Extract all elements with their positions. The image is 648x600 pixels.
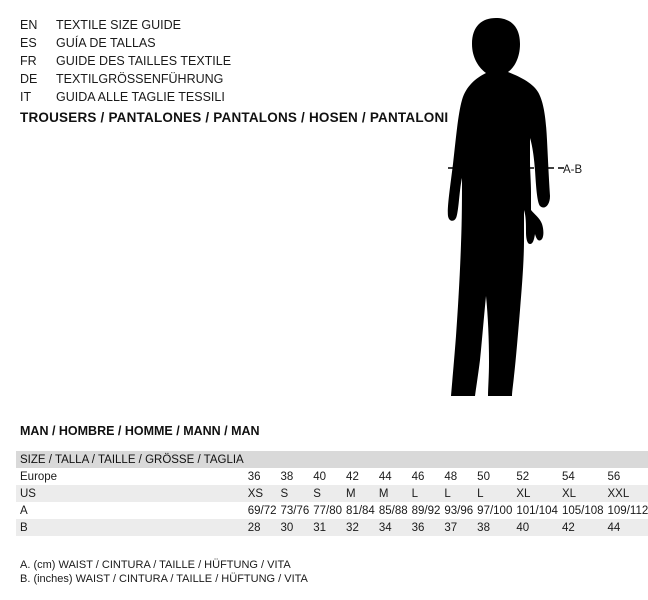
cell	[342, 451, 375, 468]
cell	[408, 451, 441, 468]
cell: XL	[558, 485, 604, 502]
language-list	[20, 16, 380, 106]
cell: 69/72	[244, 502, 277, 519]
row-label: SIZE / TALLA / TAILLE / GRÖSSE / TAGLIA	[16, 451, 244, 468]
language-code: IT	[20, 90, 32, 104]
cell: 42	[342, 468, 375, 485]
cell: 31	[309, 519, 342, 536]
cell: M	[342, 485, 375, 502]
cell: 36	[244, 468, 277, 485]
cell	[276, 451, 309, 468]
cell: 81/84	[342, 502, 375, 519]
table-title: MAN / HOMBRE / HOMME / MANN / MAN	[20, 424, 260, 438]
cell: 73/76	[276, 502, 309, 519]
cell: 38	[473, 519, 512, 536]
footnote-b: B. (inches) WAIST / CINTURA / TAILLE / HÜFTUNG / VITA	[20, 573, 308, 585]
language-row	[20, 34, 380, 52]
cell	[604, 451, 648, 468]
cell: 109/112	[604, 502, 648, 519]
cell: 30	[276, 519, 309, 536]
cell: 42	[558, 519, 604, 536]
cell: S	[276, 485, 309, 502]
table-row	[16, 468, 648, 485]
table-row	[16, 485, 648, 502]
cell: 46	[408, 468, 441, 485]
cell: 44	[375, 468, 408, 485]
language-text: TEXTILGRÖSSENFÜHRUNG	[56, 72, 224, 86]
cell: 50	[473, 468, 512, 485]
language-row	[20, 52, 380, 70]
cell: 37	[440, 519, 473, 536]
cell: L	[473, 485, 512, 502]
language-row	[20, 70, 380, 88]
cell: XS	[244, 485, 277, 502]
language-text: GUIDE DES TAILLES TEXTILE	[56, 54, 232, 68]
row-label: Europe	[16, 468, 244, 485]
figure-illustration	[400, 10, 600, 410]
cell: L	[408, 485, 441, 502]
cell: S	[309, 485, 342, 502]
product-title: TROUSERS / PANTALONES / PANTALONS / HOSEN / PANTALONI	[20, 110, 449, 125]
cell	[244, 451, 277, 468]
cell: 85/88	[375, 502, 408, 519]
language-code: FR	[20, 54, 37, 68]
cell: 48	[440, 468, 473, 485]
table-row	[16, 502, 648, 519]
cell: 77/80	[309, 502, 342, 519]
cell	[558, 451, 604, 468]
cell	[512, 451, 558, 468]
row-label: A	[16, 502, 244, 519]
measure-label-ab: A-B	[563, 164, 583, 176]
cell: 54	[558, 468, 604, 485]
language-row	[20, 88, 380, 106]
language-text: GUIDA ALLE TAGLIE TESSILI	[56, 90, 225, 104]
footnotes	[20, 558, 308, 586]
cell: 56	[604, 468, 648, 485]
cell: 28	[244, 519, 277, 536]
cell	[309, 451, 342, 468]
cell: XL	[512, 485, 558, 502]
cell: 93/96	[440, 502, 473, 519]
cell: 52	[512, 468, 558, 485]
language-text: GUÍA DE TALLAS	[56, 36, 156, 50]
cell: 105/108	[558, 502, 604, 519]
cell: 34	[375, 519, 408, 536]
cell: 101/104	[512, 502, 558, 519]
table-row	[16, 519, 648, 536]
footnote-a: A. (cm) WAIST / CINTURA / TAILLE / HÜFTUNG / VITA	[20, 559, 291, 571]
size-table	[16, 451, 648, 536]
cell: 44	[604, 519, 648, 536]
language-code: DE	[20, 72, 38, 86]
row-label: B	[16, 519, 244, 536]
cell: L	[440, 485, 473, 502]
cell: M	[375, 485, 408, 502]
cell: 97/100	[473, 502, 512, 519]
cell: XXL	[604, 485, 648, 502]
table-row	[16, 451, 648, 468]
man-silhouette-icon	[400, 10, 600, 410]
language-row	[20, 16, 380, 34]
cell	[375, 451, 408, 468]
row-label: US	[16, 485, 244, 502]
cell: 32	[342, 519, 375, 536]
cell: 40	[309, 468, 342, 485]
cell: 38	[276, 468, 309, 485]
language-code: EN	[20, 18, 38, 32]
cell: 36	[408, 519, 441, 536]
language-text: TEXTILE SIZE GUIDE	[56, 18, 182, 32]
cell: 89/92	[408, 502, 441, 519]
language-code: ES	[20, 36, 37, 50]
cell	[440, 451, 473, 468]
cell	[473, 451, 512, 468]
cell: 40	[512, 519, 558, 536]
